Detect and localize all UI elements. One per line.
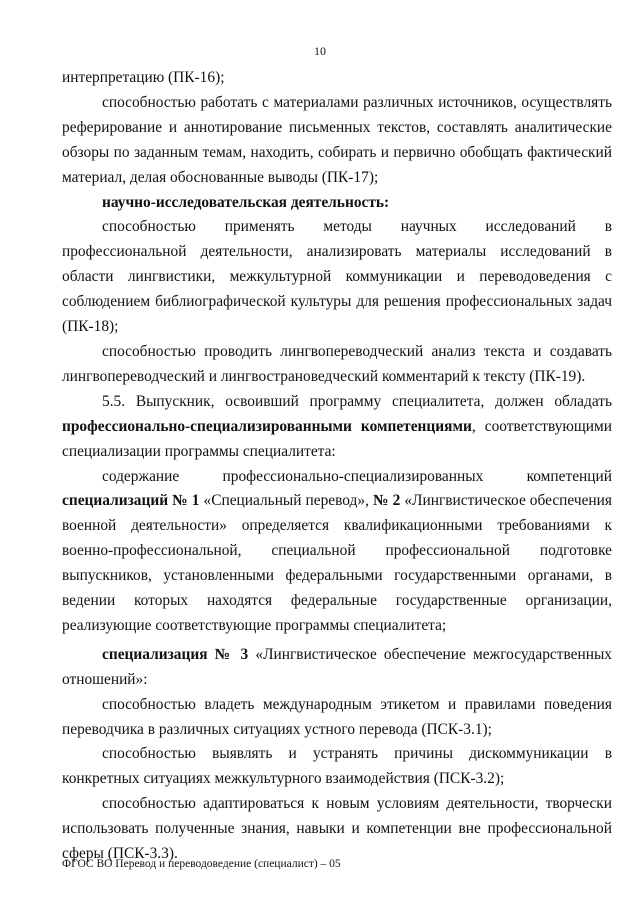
paragraph-pk19: способностью проводить лингвопереводческий анализ текста и создавать лингвопереводческий и лингвострановедческий комментарий к тексту (ПК-19). [62,342,612,385]
document-body [62,66,612,867]
spec-2-text: «Лингвистическое обеспечения военной деятельности» определяется квалификационными требованиями к военно-профессиональной, специальной профессиональной подготовке выпускников, установленными федеральными государственными органами, в ведении которых находятся федеральные государственные организации, реализующие соответствующие программы специалитета; [62,492,612,634]
page-number: 10 [314,44,326,58]
paragraph-specializations-1-2 [62,465,612,639]
page-footer: ФГОС ВО Перевод и переводоведение (специалист) – 05 [62,858,341,870]
spec-intro: содержание профессионально-специализированных компетенций [102,467,612,485]
paragraph-pk17: способностью работать с материалами различных источников, осуществлять реферирование и аннотирование письменных текстов, составлять аналитические обзоры по заданным темам, находить, собирать и первично обобщать фактический материал, делая обоснованные выводы (ПК-17); [62,93,612,186]
paragraph-pk18: способностью применять методы научных исследований в профессиональной деятельности, анализировать материалы исследований в области лингвистики, межкультурной коммуникации и переводоведения с соблюдением библиографической культуры для решения профессиональных задач (ПК-18); [62,218,612,336]
heading-research-activity [62,191,612,216]
paragraph-specialization-3 [62,643,612,693]
paragraph-psk-3-1: способностью владеть международным этикетом и правилами поведения переводчика в различных ситуациях устного перевода (ПСК-3.1); [62,695,612,738]
spec-2-label: № 2 [372,492,401,510]
paragraph-5-5-bold: профессионально-специализированными компетенциями [62,417,472,435]
spec-3-label: специализация № 3 [102,645,249,663]
heading-research-activity-text: научно-исследовательская деятельность: [102,193,390,211]
paragraph-5-5-lead: 5.5. Выпускник, освоивший программу специалитета, должен обладать [102,392,612,410]
spec-1-label: специализаций № 1 [62,492,200,510]
spec-1-name: «Специальный перевод», [199,492,373,510]
paragraph-psk-3-3: способностью адаптироваться к новым условиям деятельности, творчески использовать полученные знания, навыки и компетенции вне профессиональной сферы (ПСК-3.3). [62,795,612,863]
paragraph-psk-3-2: способностью выявлять и устранять причины дискоммуникации в конкретных ситуациях межкультурного взаимодействия (ПСК-3.2); [62,745,612,788]
paragraph-5-5 [62,390,612,465]
paragraph-pk16-end: интерпретацию (ПК-16); [62,69,225,86]
spec-3-name: «Лингвистическое обеспечение межгосударственных отношений»: [62,645,612,688]
paragraph-5-5-tail: , соответствующими специализации программы специалитета: [62,417,612,460]
